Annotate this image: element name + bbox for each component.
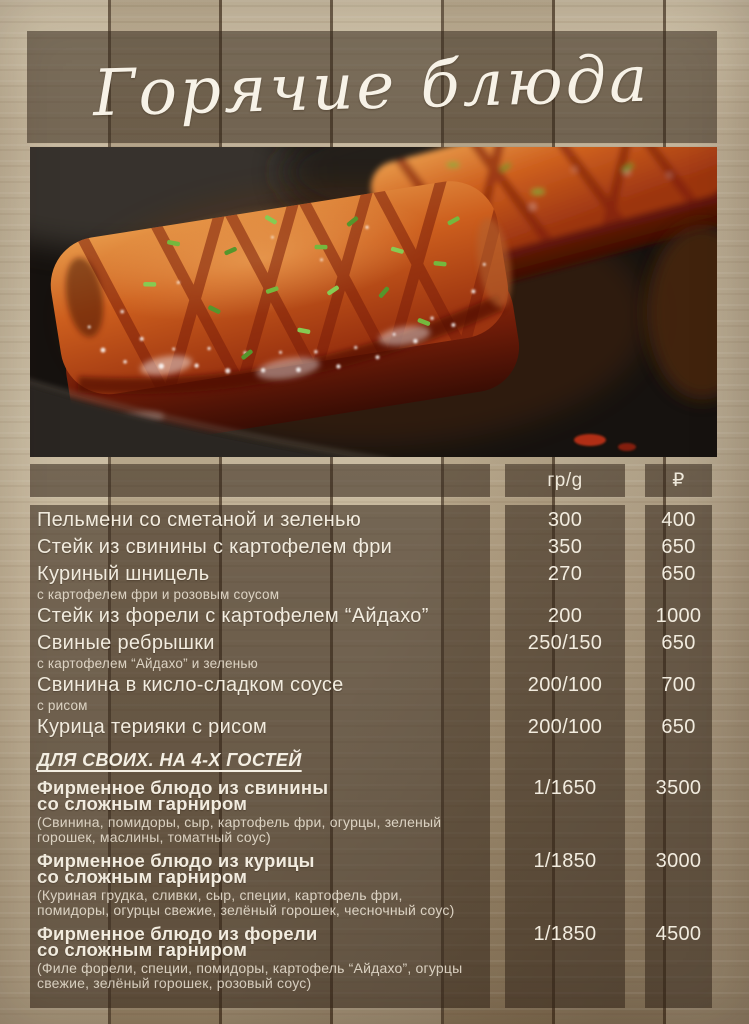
dish-weight: 350	[547, 536, 583, 558]
dish-price: 650	[661, 536, 696, 558]
dish-weight: 200/100	[527, 674, 603, 696]
menu-item-row	[30, 561, 712, 602]
page-title: Горячие блюда	[92, 42, 652, 132]
section-heading: ДЛЯ СВОИХ. НА 4-Х ГОСТЕЙ	[37, 750, 302, 770]
dish-price: 650	[661, 563, 696, 585]
dish-price: 650	[661, 632, 696, 654]
dish-weight: 200	[547, 605, 583, 627]
dish-weight: 1/1850	[533, 923, 597, 945]
special-item-row	[30, 923, 712, 991]
price-column-header: ₽	[672, 469, 685, 491]
dish-price: 400	[661, 509, 696, 531]
special-dish-name-line2: со сложным гарниром	[37, 866, 248, 887]
dish-weight: 200/100	[527, 716, 603, 738]
steak-photo-illustration	[30, 147, 717, 457]
dish-price: 4500	[655, 923, 702, 945]
weight-column-header: гр/g	[547, 470, 583, 491]
special-dish-name-line2: со сложным гарниром	[37, 793, 248, 814]
table-header	[30, 464, 712, 497]
special-dish-description: (Куриная грудка, сливки, сыр, специи, картофель фри, помидоры, огурцы свежие, зелёный горошек, чесночный соус)	[37, 887, 455, 918]
special-dish-name-line2: со сложным гарниром	[37, 939, 248, 960]
dish-weight: 270	[547, 563, 583, 585]
dish-name: Свиные ребрышки	[37, 632, 215, 654]
dish-name: Пельмени со сметаной и зеленью	[37, 509, 362, 531]
dish-subtitle: с картофелем “Айдахо” и зеленью	[37, 656, 258, 671]
special-dish-description: (Свинина, помидоры, сыр, картофель фри, огурцы, зеленый горошек, маслины, томатный соус)	[37, 814, 442, 845]
dish-name: Свинина в кисло-сладком соусе	[37, 674, 344, 696]
dish-photo	[30, 147, 717, 457]
dish-weight: 300	[547, 509, 583, 531]
special-dish-description: (Филе форели, специи, помидоры, картофель “Айдахо”, огурцы свежие, зелёный горошек, розовый соус)	[37, 960, 463, 991]
dish-subtitle: с рисом	[37, 698, 88, 713]
dish-price: 3000	[655, 850, 702, 872]
special-item-row	[30, 850, 712, 918]
dish-price: 3500	[655, 777, 702, 799]
dish-weight: 1/1850	[533, 850, 597, 872]
dish-name: Куриный шницель	[37, 563, 210, 585]
menu-rows	[30, 505, 712, 999]
dish-price: 650	[661, 716, 696, 738]
dish-weight: 250/150	[527, 632, 603, 654]
dish-name: Курица терияки с рисом	[37, 716, 268, 738]
title-banner	[27, 31, 717, 143]
special-dish-name: Фирменное блюдо из свинины	[37, 777, 329, 798]
menu-table	[30, 505, 712, 1008]
dish-name: Стейк из форели с картофелем “Айдахо”	[37, 605, 429, 627]
menu-item-row	[30, 630, 712, 671]
menu-item-row	[30, 603, 712, 630]
menu-item-row	[30, 507, 712, 534]
names-header-panel	[30, 464, 490, 497]
menu-item-row	[30, 534, 712, 561]
dish-subtitle: с картофелем фри и розовым соусом	[37, 587, 280, 602]
dish-price: 700	[661, 674, 696, 696]
menu-item-row	[30, 672, 712, 713]
dish-weight: 1/1650	[533, 777, 597, 799]
dish-name: Стейк из свинины с картофелем фри	[37, 536, 393, 558]
menu-item-row	[30, 714, 712, 741]
special-item-row	[30, 777, 712, 845]
special-dish-name: Фирменное блюдо из курицы	[37, 850, 315, 871]
dish-price: 1000	[655, 605, 702, 627]
special-dish-name: Фирменное блюдо из форели	[37, 923, 318, 944]
